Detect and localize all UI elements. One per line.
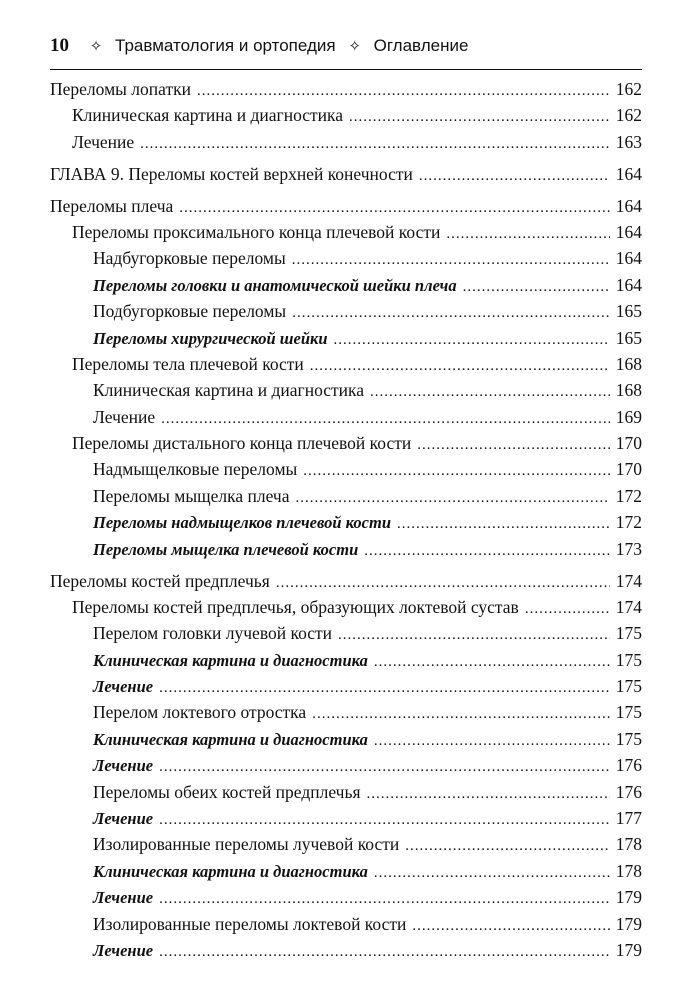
dot-leader	[159, 886, 610, 912]
dot-leader	[334, 327, 610, 353]
dot-leader	[349, 104, 610, 130]
toc-entry[interactable]	[50, 193, 642, 219]
toc-entry-page: 175	[615, 728, 642, 749]
toc-entry-page: 172	[615, 512, 642, 533]
toc-entry[interactable]	[50, 752, 642, 778]
toc-entry-page: 162	[615, 105, 642, 126]
dot-leader	[295, 485, 610, 511]
diamond-separator-icon: ✧	[89, 38, 103, 55]
toc-entry-page: 170	[615, 433, 642, 454]
toc-entry-title: Переломы костей предплечья, образующих локтевой сустав	[72, 596, 519, 617]
diamond-separator-icon: ✧	[348, 38, 361, 55]
dot-leader	[374, 649, 610, 675]
toc-entry[interactable]	[50, 219, 642, 245]
dot-leader	[159, 754, 610, 780]
toc-entry-page: 165	[615, 301, 642, 322]
toc-entry[interactable]	[50, 805, 642, 831]
toc-entry-title: Клиническая картина и диагностика	[93, 380, 365, 401]
toc-entry[interactable]	[50, 377, 642, 403]
dot-leader	[276, 570, 610, 596]
dot-leader	[312, 701, 610, 727]
toc-entry[interactable]	[50, 673, 642, 699]
toc-entry-page: 162	[615, 79, 642, 99]
page-number: 10	[50, 35, 69, 56]
toc-entry-title: Переломы дистального конца плечевой кости	[72, 433, 412, 454]
toc-entry-title: Клиническая картина и диагностика	[93, 650, 368, 670]
dot-leader	[374, 728, 610, 754]
dot-leader	[310, 353, 610, 379]
toc-entry-title: Изолированные переломы лучевой кости	[93, 834, 400, 855]
toc-entry-page: 179	[615, 887, 642, 908]
toc-entry-title: Клиническая картина и диагностика	[93, 729, 368, 749]
toc-entry-page: 164	[615, 248, 642, 269]
dot-leader	[525, 596, 610, 622]
running-header	[50, 34, 650, 59]
section-title: Оглавление	[373, 36, 469, 55]
toc-entry-page: 176	[615, 781, 642, 802]
toc-entry-title: Переломы головки и анатомической шейки плеча	[93, 275, 457, 295]
toc-entry-title: Клиническая картина и диагностика	[93, 861, 368, 881]
toc-entry[interactable]	[50, 831, 642, 857]
toc-entry-page: 178	[615, 860, 642, 881]
dot-leader	[303, 458, 610, 484]
toc-entry-page: 175	[615, 649, 642, 670]
toc-entry-page: 164	[615, 274, 642, 295]
toc-entry[interactable]	[50, 325, 642, 351]
dot-leader	[338, 622, 610, 648]
toc-entry[interactable]	[50, 298, 642, 324]
toc-entry-page: 175	[615, 676, 642, 697]
toc-entry-title: Лечение	[93, 406, 156, 427]
toc-entry[interactable]	[50, 129, 642, 155]
toc-entry-page: 168	[615, 380, 642, 401]
toc-entry-title: Надмыщелковые переломы	[93, 459, 298, 480]
dot-leader	[140, 131, 610, 157]
toc-entry-page: 179	[615, 913, 642, 934]
dot-leader	[417, 432, 610, 458]
toc-entry-page: 173	[615, 538, 642, 559]
toc-entry-page: 175	[615, 623, 642, 644]
toc-entry-title: Переломы тела плечевой кости	[72, 353, 304, 374]
toc-entry-title: Переломы обеих костей предплечья	[93, 781, 361, 802]
toc-entry[interactable]	[50, 726, 642, 752]
toc-entry[interactable]	[50, 76, 642, 102]
toc-entry-page: 178	[615, 834, 642, 855]
toc-entry-page: 176	[615, 755, 642, 776]
toc-entry-title: Переломы проксимального конца плечевой кости	[72, 221, 441, 242]
dot-leader	[159, 939, 610, 965]
toc-entry-page: 169	[615, 406, 642, 427]
toc-entry[interactable]	[50, 779, 642, 805]
toc-entry-page: 163	[615, 131, 642, 152]
toc-entry-page: 172	[615, 485, 642, 506]
toc-entry[interactable]	[50, 699, 642, 725]
dot-leader	[159, 807, 610, 833]
dot-leader	[397, 511, 610, 537]
toc-entry[interactable]	[50, 102, 642, 128]
dot-leader	[179, 195, 610, 221]
toc-entry-page: 164	[615, 163, 642, 184]
dot-leader	[197, 78, 610, 104]
toc-entry-title: Лечение	[93, 677, 154, 697]
dot-leader	[374, 860, 610, 886]
toc-entry-page: 164	[615, 195, 642, 216]
toc-entry-title: Лечение	[72, 131, 135, 152]
table-of-contents	[50, 76, 642, 963]
dot-leader	[159, 675, 610, 701]
toc-entry-page: 168	[615, 353, 642, 374]
dot-leader	[161, 406, 610, 432]
toc-entry-title: Изолированные переломы локтевой кости	[93, 913, 407, 934]
toc-entry[interactable]	[50, 272, 642, 298]
dot-leader	[405, 833, 610, 859]
dot-leader	[446, 221, 610, 247]
toc-entry-page: 170	[615, 459, 642, 480]
toc-entry-title: Лечение	[93, 756, 154, 776]
toc-entry[interactable]	[50, 858, 642, 884]
toc-entry[interactable]	[50, 536, 642, 562]
toc-entry-page: 177	[615, 808, 642, 829]
toc-entry-page: 174	[615, 570, 642, 591]
toc-entry[interactable]	[50, 245, 642, 271]
toc-entry-title: Перелом локтевого отростка	[93, 702, 307, 723]
toc-entry-title: ГЛАВА 9. Переломы костей верхней конечности	[50, 163, 413, 184]
toc-entry[interactable]	[50, 594, 642, 620]
toc-entry-title: Переломы мыщелка плеча	[93, 485, 290, 506]
toc-entry-title: Переломы лопатки	[50, 79, 191, 99]
toc-entry[interactable]	[50, 620, 642, 646]
dot-leader	[367, 781, 611, 807]
toc-entry-title: Лечение	[93, 888, 154, 908]
toc-entry-title: Переломы надмыщелков плечевой кости	[93, 513, 391, 533]
toc-entry[interactable]	[50, 884, 642, 910]
toc-entry-title: Переломы костей предплечья	[50, 570, 270, 591]
toc-entry-title: Надбугорковые переломы	[93, 248, 286, 269]
dot-leader	[463, 274, 610, 300]
toc-entry[interactable]	[50, 509, 642, 535]
toc-entry-title: Клиническая картина и диагностика	[72, 105, 344, 126]
toc-entry-title: Лечение	[93, 809, 154, 829]
dot-leader	[292, 247, 610, 273]
toc-entry-title: Переломы плеча	[50, 195, 174, 216]
toc-entry-title: Переломы мыщелка плечевой кости	[93, 539, 359, 559]
dot-leader	[364, 538, 610, 564]
toc-entry-title: Переломы хирургической шейки	[93, 328, 328, 348]
toc-entry[interactable]	[50, 430, 642, 456]
toc-entry-page: 164	[615, 221, 642, 242]
toc-entry[interactable]	[50, 161, 642, 187]
book-title: Травматология и ортопедия	[115, 36, 336, 55]
toc-entry-page: 175	[615, 702, 642, 723]
toc-entry[interactable]	[50, 456, 642, 482]
toc-entry-title: Лечение	[93, 941, 154, 960]
toc-entry-page: 165	[615, 327, 642, 348]
dot-leader	[292, 300, 610, 326]
toc-entry-page: 174	[615, 596, 642, 617]
dot-leader	[419, 163, 610, 189]
toc-entry-page: 179	[615, 940, 642, 960]
dot-leader	[412, 913, 610, 939]
toc-entry-title: Подбугорковые переломы	[93, 301, 287, 322]
toc-entry[interactable]	[50, 404, 642, 430]
toc-entry[interactable]	[50, 483, 642, 509]
toc-entry[interactable]	[50, 911, 642, 937]
dot-leader	[370, 379, 610, 405]
toc-entry[interactable]	[50, 647, 642, 673]
toc-entry[interactable]	[50, 937, 642, 963]
header-rule	[50, 69, 642, 70]
toc-entry[interactable]	[50, 568, 642, 594]
toc-entry-title: Перелом головки лучевой кости	[93, 623, 333, 644]
toc-entry[interactable]	[50, 351, 642, 377]
